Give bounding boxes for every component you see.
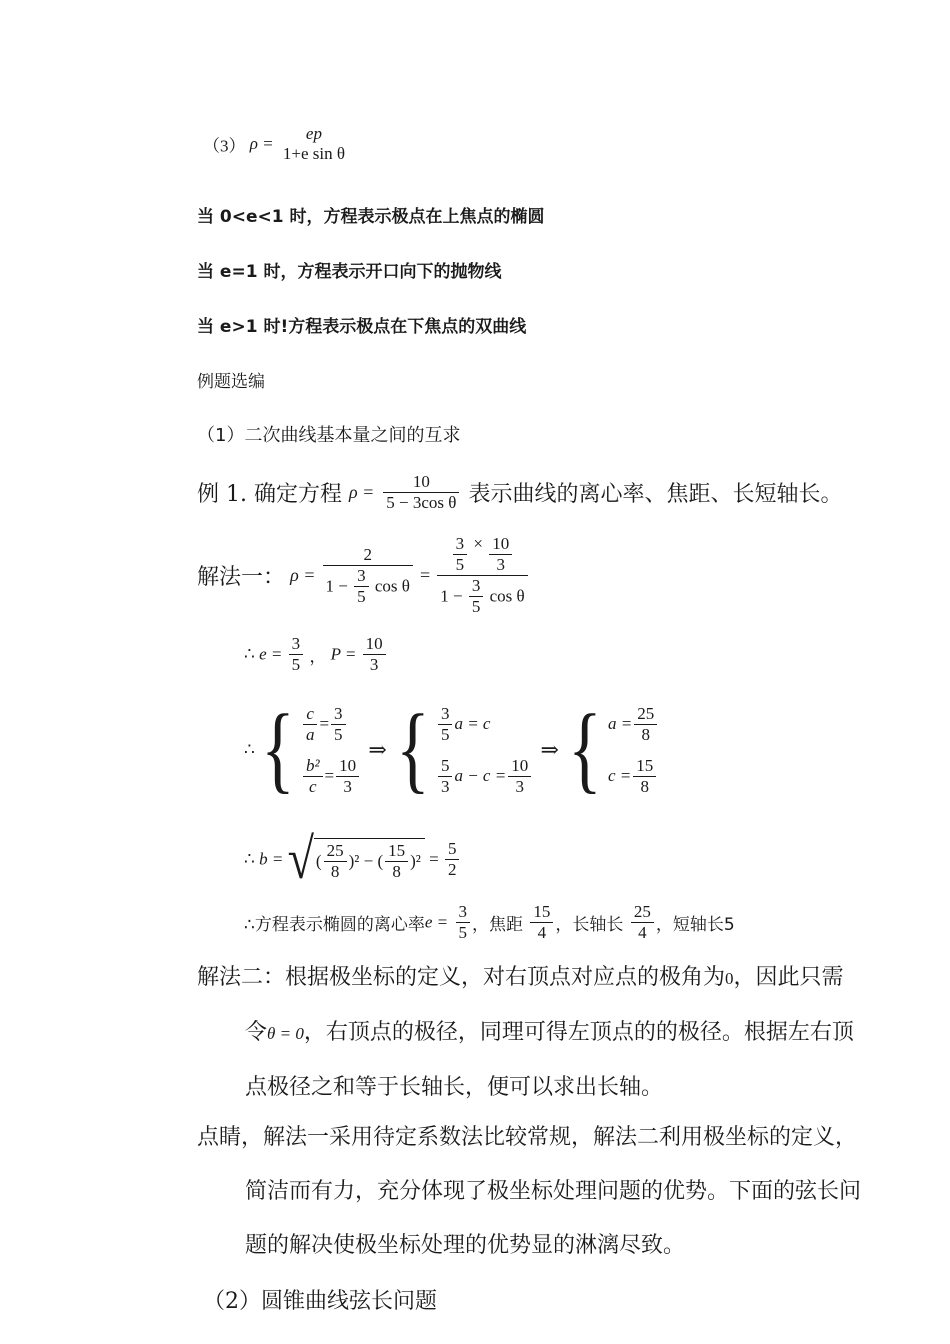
fraction-denominator: 4 [530,922,553,943]
step-b [244,827,461,892]
remark-line-1: 点睛，解法一采用待定系数法比较常规，解法二利用极坐标的定义， [197,1125,858,1150]
fraction-numerator: 10 [365,634,383,653]
example1-statement [197,472,842,513]
conclusion-prefix: ∴方程表示椭圆的离心率 [244,915,425,935]
den-text: cos θ [374,576,410,595]
e-lhs: e = [424,912,449,932]
fraction-denominator: 8 [634,724,657,745]
fraction-denominator: a [303,724,318,745]
case-parabola: 当 e=1 时，方程表示开口向下的抛物线 [197,262,502,282]
solution1-fraction-2 [437,534,527,617]
inner-fraction [453,534,468,575]
example1-lhs: ρ = [348,482,375,502]
fraction-denominator: 1+e sin θ [282,144,346,163]
system-2-row-1 [436,698,533,750]
fraction-numerator [437,534,527,575]
fraction-numerator: 3 [471,576,481,595]
fraction-numerator: 10 [412,472,430,491]
subsection-1-heading: （1）二次曲线基本量之间的互求 [197,425,461,446]
implies-arrow: ⇒ [540,737,559,762]
b-lhs: b = [259,849,284,869]
fraction-numerator: 3 [440,703,450,723]
equals-sign: = [324,766,335,785]
paren: ( [315,851,322,870]
step-e-p [244,634,388,675]
subsection-2-heading: （2）圆锥曲线弦长问题 [203,1289,437,1314]
focal-label: ，焦距 [472,915,524,935]
minus-sign: − [363,851,374,870]
left-brace: { [261,695,295,804]
fraction-denominator [323,565,413,607]
case-ellipse: 当 0<e<1 时，方程表示极点在上焦点的椭圆 [197,207,545,227]
system-2 [436,698,533,802]
theta-equals-zero: θ = 0 [267,1024,304,1043]
inner-fraction [385,841,408,882]
fraction-numerator: 25 [633,902,651,921]
fraction-numerator: 15 [533,902,551,921]
remark-paragraph [197,1111,912,1273]
fraction-numerator: c [306,703,314,723]
paren: ( [377,851,384,870]
system-3-row-2 [608,750,659,802]
value-fraction [331,704,346,745]
c-lhs: c = [607,766,632,785]
fraction-denominator: 3 [508,776,531,797]
inner-fraction [354,566,369,607]
fraction-denominator: 3 [336,776,359,797]
fraction-denominator: 5 [354,586,369,607]
system-3-row-1 [608,698,659,750]
fraction-denominator: c [303,776,323,797]
minor-label: ，短轴长5 [655,915,735,935]
fraction-denominator: 5 [438,724,453,745]
fraction-numerator: ep [305,124,322,143]
solution2-paragraph [197,951,912,1115]
fraction-numerator: 25 [637,703,655,723]
fraction-numerator: 5 [440,755,450,775]
fraction-denominator: 8 [633,776,656,797]
square-root [287,827,425,892]
den-text: cos θ [489,586,525,606]
fraction-denominator: 2 [445,859,460,880]
fraction-denominator: 4 [631,922,654,943]
therefore-symbol: ∴ [244,849,255,869]
fraction-numerator: 5 [447,839,457,858]
equation-text: a = c [454,714,491,733]
fraction-denominator: 3 [438,776,453,797]
equals-sign: = [429,849,439,869]
e-lhs: e = [259,644,283,664]
solution1-lhs: ρ = [290,565,316,585]
fraction-numerator: 15 [636,755,654,775]
fraction-denominator: 5 [456,922,471,943]
system-2-row-2 [436,750,533,802]
den-text: 1 − [325,576,348,595]
fraction-numerator: 3 [455,534,465,553]
text-run: 解法二：根据极坐标的定义，对右顶点对应点的极角为 [197,965,726,990]
fraction-numerator: 3 [357,565,366,585]
fraction-numerator: 10 [511,755,529,775]
example1-suffix: 表示曲线的离心率、焦距、长短轴长。 [468,482,843,507]
coef-fraction [438,756,453,797]
fraction-numerator: b² [305,755,320,775]
fraction-numerator: 3 [291,634,301,653]
equals-sign: = [420,565,431,585]
therefore-symbol: ∴ [244,644,255,664]
left-brace: { [568,695,602,804]
rho-lhs: ρ = [249,134,274,153]
c-over-a [303,704,318,745]
fraction-numerator: 25 [326,840,344,860]
equation-system [244,695,659,804]
fraction-denominator: 5 [453,554,468,575]
e-fraction [456,902,471,943]
solution2-line-1 [197,951,912,1006]
fraction-numerator: 2 [363,544,372,564]
inner-fraction [324,841,347,882]
value-fraction [336,756,359,797]
equation-text: a − c = [454,766,507,785]
focal-fraction [530,902,553,943]
remark-line-3: 题的解决使极坐标处理的优势显的淋漓尽致。 [245,1233,686,1258]
equals-sign: = [319,714,330,733]
system-1 [301,698,361,802]
system-1-row-2 [301,750,361,802]
fraction-numerator: 15 [388,840,406,860]
remark-line-2: 简洁而有力，充分体现了极坐标处理问题的优势。下面的弦长问 [245,1179,862,1204]
major-label: ，长轴长 [555,915,624,935]
solution1-fraction-1 [323,545,413,607]
result-fraction [445,839,460,880]
solution1-equation [197,534,530,617]
fraction-denominator: 5 [331,724,346,745]
solution2-line-2 [197,1006,912,1061]
therefore-symbol: ∴ [244,740,255,759]
fraction-numerator: 3 [458,902,468,921]
a-lhs: a = [607,714,633,733]
example1-prefix: 例 1. 确定方程 [197,482,342,507]
fraction-denominator: 3 [363,654,386,675]
major-fraction [631,902,654,943]
fraction-numerator: 10 [492,534,510,553]
fraction-denominator: 8 [385,861,408,882]
den-text: 1 − [440,586,463,606]
fraction-numerator: 10 [339,755,357,775]
b2-over-c [303,756,323,797]
text-run: ，因此只需 [733,965,844,990]
solution2-line-3: 点极径之和等于长轴长，便可以求出长轴。 [245,1075,664,1100]
p-fraction [363,634,386,675]
section3-label: （3） [203,136,246,156]
text-run: 令 [245,1020,268,1045]
paren: )² [348,851,360,870]
examples-heading: 例题选编 [197,372,265,392]
system-3 [608,698,659,802]
radical-sign: √ [287,827,314,892]
text-run: ，右顶点的极径，同理可得左顶点的的极径。根据左右顶 [303,1020,854,1045]
coef-fraction [438,704,453,745]
fraction-denominator [437,575,527,617]
fraction-denominator: 3 [489,554,512,575]
implies-arrow: ⇒ [368,737,387,762]
e-fraction [289,634,304,675]
fraction-denominator: 8 [324,861,347,882]
conclusion-line [244,902,735,943]
example1-fraction [383,472,459,513]
case-hyperbola: 当 e>1 时!方程表示极点在下焦点的双曲线 [197,317,527,337]
fraction-numerator: 3 [334,703,343,723]
zero-value: 0 [725,969,734,988]
value-fraction [508,756,531,797]
radicand [314,838,425,882]
paren: )² [410,851,421,870]
section3-formula [203,124,350,164]
inner-fraction [469,576,484,617]
ep-fraction [280,124,348,164]
fraction-denominator: 5 [469,596,484,617]
system-1-row-1 [301,698,361,750]
p-lhs: P = [330,644,357,664]
separator: ， [309,647,327,666]
value-fraction [633,756,656,797]
left-brace: { [396,695,430,804]
fraction-denominator: 5 − 3cos θ [383,492,459,513]
inner-fraction [489,534,512,575]
fraction-denominator: 5 [289,654,304,675]
times-sign: × [473,534,483,553]
solution1-label: 解法一： [197,565,286,590]
value-fraction [634,704,657,745]
